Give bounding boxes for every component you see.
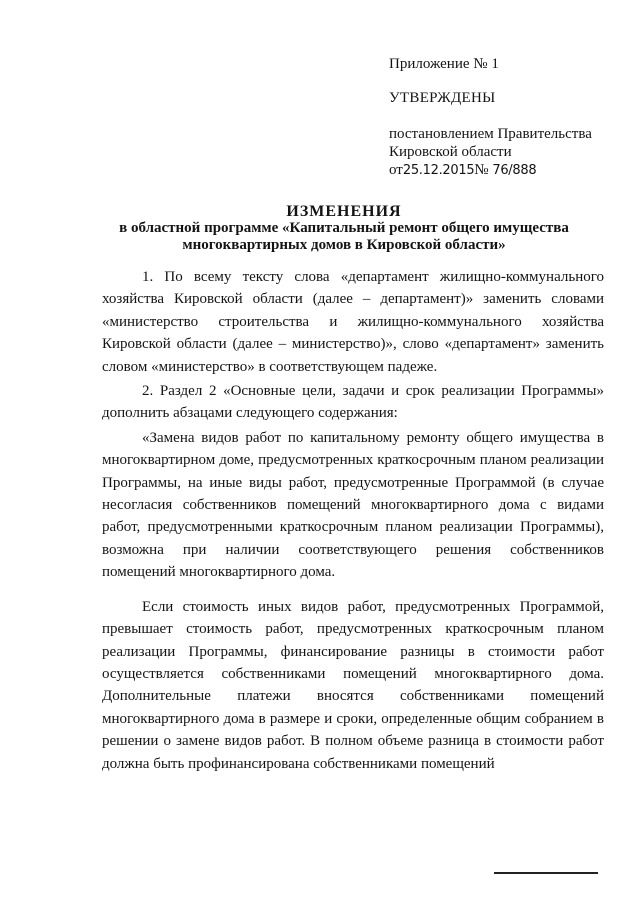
- title-line-2: многоквартирных домов в Кировской области»: [182, 237, 506, 253]
- date-prefix: от: [389, 162, 403, 178]
- handwritten-date: 25.12.2015: [402, 163, 475, 178]
- approval-line-1: постановлением Правительства: [389, 126, 592, 142]
- document-body: [102, 266, 604, 775]
- paragraph-4: Если стоимость иных видов работ, предусмотренных Программой, превышает стоимость работ, предусмотренных краткосрочным планом реализации Программы, финансирование разницы в стоимости работ осуществляется собственниками помещений многоквартирного дома. Дополнительные платежи вносятся собственниками помещений многоквартирного дома в размере и сроки, определенные общим собранием в решении о замене видов работ. В полном объеме разница в стоимости работ должна быть профинансирована собственниками помещений: [102, 598, 604, 772]
- approval-block: [389, 55, 629, 180]
- document-title: [70, 203, 618, 254]
- paragraph-3: «Замена видов работ по капитальному ремонту общего имущества в многоквартирном доме, предусмотренных краткосрочным планом реализации Программы, на иные виды работ, предусмотренные Программой (в случае несогласия собственников помещений многоквартирного дома с видами работ, предусмотренными краткосрочным планом реализации Программы), возможна при наличии соответствующего решения собственников помещений многоквартирного дома.: [102, 429, 604, 581]
- paragraph-1: 1. По всему тексту слова «департамент жилищно-коммунального хозяйства Кировской области (далее – департамент)» заменить словами «министерство строительства и жилищно-коммунального хозяйства Кировской области (далее – министерство)», слово «департамент» заменить словом «министерство» в соответствующем падеже.: [102, 269, 604, 375]
- paragraph-2: 2. Раздел 2 «Основные цели, задачи и срок реализации Программы» дополнить абзацами следующего содержания:: [102, 383, 604, 422]
- annex-label: Приложение № 1: [389, 56, 499, 72]
- approval-line-2: Кировской области: [389, 144, 512, 160]
- footer-rule: [494, 872, 598, 874]
- handwritten-number: 76/888: [492, 163, 537, 178]
- approval-date-line: [389, 161, 629, 180]
- number-prefix: №: [474, 162, 489, 178]
- approved-label: УТВЕРЖДЕНЫ: [389, 90, 496, 106]
- title-line-1: в областной программе «Капитальный ремонт общего имущества: [119, 220, 569, 236]
- title-main: ИЗМЕНЕНИЯ: [286, 203, 402, 220]
